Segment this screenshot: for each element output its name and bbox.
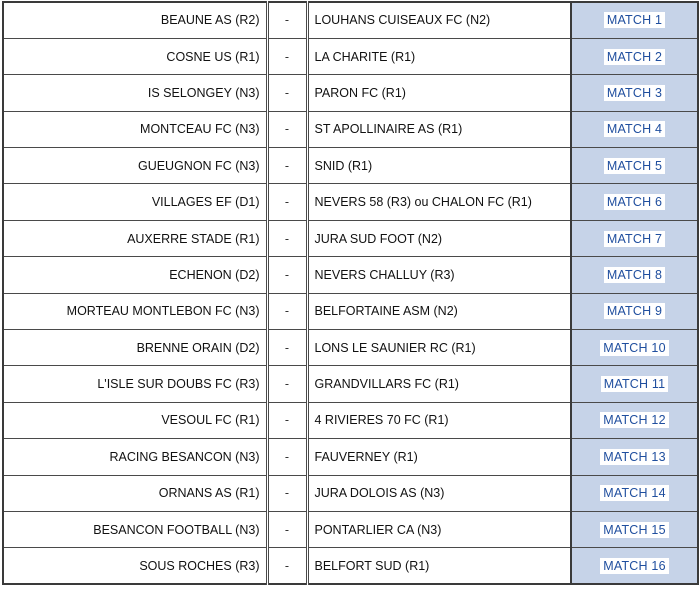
versus-separator: - [267, 511, 307, 547]
versus-separator: - [267, 75, 307, 111]
match-number-label: MATCH 9 [604, 303, 665, 319]
away-team: JURA SUD FOOT (N2) [307, 220, 571, 256]
home-team: VESOUL FC (R1) [3, 402, 267, 438]
fixture-row [3, 2, 698, 38]
home-team: MONTCEAU FC (N3) [3, 111, 267, 147]
match-number-label: MATCH 8 [604, 267, 665, 283]
home-team: GUEUGNON FC (N3) [3, 148, 267, 184]
match-number-label: MATCH 5 [604, 158, 665, 174]
match-number-cell [571, 75, 698, 111]
match-number-cell [571, 293, 698, 329]
fixture-row [3, 111, 698, 147]
match-number-cell [571, 439, 698, 475]
away-team: GRANDVILLARS FC (R1) [307, 366, 571, 402]
versus-separator: - [267, 293, 307, 329]
home-team: COSNE US (R1) [3, 38, 267, 74]
match-number-cell [571, 148, 698, 184]
fixture-row [3, 148, 698, 184]
fixture-row [3, 293, 698, 329]
fixtures-table [2, 1, 699, 585]
away-team: PARON FC (R1) [307, 75, 571, 111]
home-team: MORTEAU MONTLEBON FC (N3) [3, 293, 267, 329]
away-team: BELFORT SUD (R1) [307, 548, 571, 584]
versus-separator: - [267, 148, 307, 184]
versus-separator: - [267, 111, 307, 147]
match-number-label: MATCH 7 [604, 231, 665, 247]
match-number-cell [571, 511, 698, 547]
home-team: BRENNE ORAIN (D2) [3, 330, 267, 366]
versus-separator: - [267, 439, 307, 475]
fixture-row [3, 475, 698, 511]
match-number-label: MATCH 6 [604, 194, 665, 210]
fixture-row [3, 220, 698, 256]
versus-separator: - [267, 548, 307, 584]
away-team: PONTARLIER CA (N3) [307, 511, 571, 547]
away-team: SNID (R1) [307, 148, 571, 184]
match-number-cell [571, 111, 698, 147]
versus-separator: - [267, 257, 307, 293]
home-team: AUXERRE STADE (R1) [3, 220, 267, 256]
match-number-cell [571, 2, 698, 38]
versus-separator: - [267, 220, 307, 256]
match-number-cell [571, 38, 698, 74]
home-team: SOUS ROCHES (R3) [3, 548, 267, 584]
match-number-cell [571, 475, 698, 511]
fixture-row [3, 257, 698, 293]
fixture-row [3, 75, 698, 111]
match-number-label: MATCH 4 [604, 121, 665, 137]
match-number-label: MATCH 12 [600, 412, 669, 428]
match-number-cell [571, 257, 698, 293]
match-number-label: MATCH 14 [600, 485, 669, 501]
match-number-label: MATCH 15 [600, 522, 669, 538]
match-number-label: MATCH 13 [600, 449, 669, 465]
versus-separator: - [267, 402, 307, 438]
fixture-row [3, 366, 698, 402]
versus-separator: - [267, 184, 307, 220]
home-team: L'ISLE SUR DOUBS FC (R3) [3, 366, 267, 402]
match-number-cell [571, 220, 698, 256]
match-number-cell [571, 402, 698, 438]
away-team: BELFORTAINE ASM (N2) [307, 293, 571, 329]
home-team: BEAUNE AS (R2) [3, 2, 267, 38]
match-number-label: MATCH 3 [604, 85, 665, 101]
match-number-label: MATCH 1 [604, 12, 665, 28]
versus-separator: - [267, 366, 307, 402]
match-number-label: MATCH 11 [601, 376, 669, 392]
away-team: ST APOLLINAIRE AS (R1) [307, 111, 571, 147]
fixture-row [3, 330, 698, 366]
fixture-row [3, 548, 698, 584]
away-team: LA CHARITE (R1) [307, 38, 571, 74]
fixture-row [3, 439, 698, 475]
away-team: LOUHANS CUISEAUX FC (N2) [307, 2, 571, 38]
fixtures-body [3, 2, 698, 584]
match-number-label: MATCH 2 [604, 49, 665, 65]
away-team: NEVERS CHALLUY (R3) [307, 257, 571, 293]
away-team: 4 RIVIERES 70 FC (R1) [307, 402, 571, 438]
home-team: VILLAGES EF (D1) [3, 184, 267, 220]
home-team: ORNANS AS (R1) [3, 475, 267, 511]
fixture-row [3, 402, 698, 438]
away-team: LONS LE SAUNIER RC (R1) [307, 330, 571, 366]
fixture-row [3, 38, 698, 74]
versus-separator: - [267, 38, 307, 74]
home-team: RACING BESANCON (N3) [3, 439, 267, 475]
match-number-label: MATCH 16 [600, 558, 669, 574]
away-team: FAUVERNEY (R1) [307, 439, 571, 475]
versus-separator: - [267, 475, 307, 511]
away-team: JURA DOLOIS AS (N3) [307, 475, 571, 511]
versus-separator: - [267, 330, 307, 366]
versus-separator: - [267, 2, 307, 38]
home-team: IS SELONGEY (N3) [3, 75, 267, 111]
away-team: NEVERS 58 (R3) ou CHALON FC (R1) [307, 184, 571, 220]
match-number-cell [571, 184, 698, 220]
fixture-row [3, 511, 698, 547]
home-team: ECHENON (D2) [3, 257, 267, 293]
match-number-label: MATCH 10 [600, 340, 669, 356]
match-number-cell [571, 330, 698, 366]
match-number-cell [571, 548, 698, 584]
home-team: BESANCON FOOTBALL (N3) [3, 511, 267, 547]
match-number-cell [571, 366, 698, 402]
fixture-row [3, 184, 698, 220]
